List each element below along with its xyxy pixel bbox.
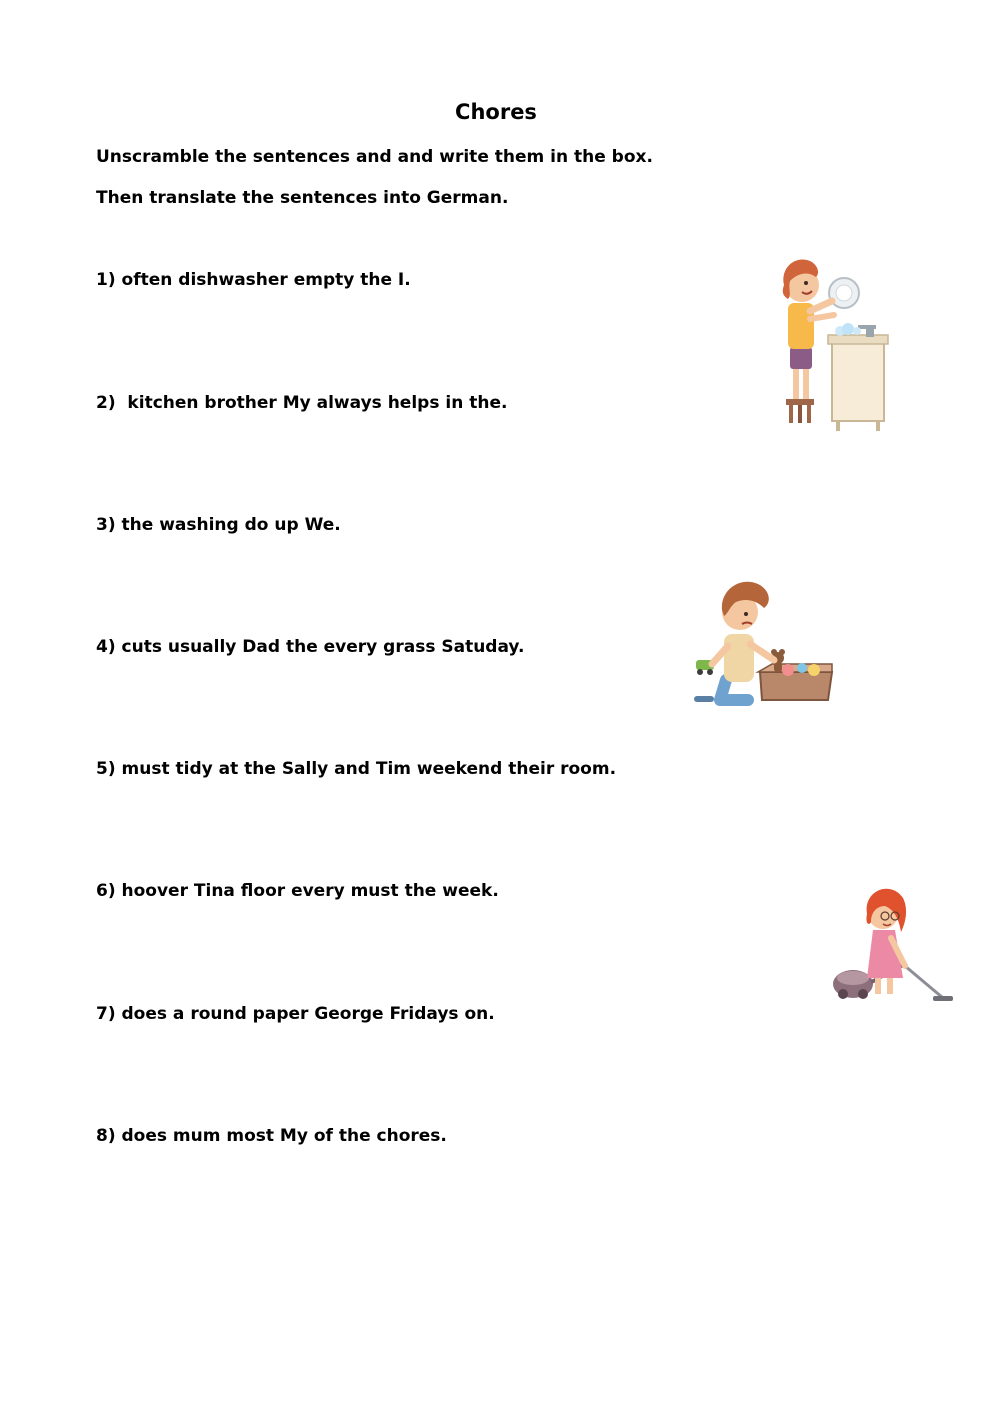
boy-tidying-toys-illustration bbox=[690, 572, 840, 707]
sentence-6: 6) hoover Tina floor every must the week. bbox=[96, 881, 499, 901]
sentence-7: 7) does a round paper George Fridays on. bbox=[96, 1004, 495, 1024]
instruction-unscramble: Unscramble the sentences and and write them in the box. bbox=[96, 147, 653, 167]
girl-vacuuming-illustration bbox=[825, 880, 960, 1005]
sentence-5: 5) must tidy at the Sally and Tim weekend their room. bbox=[96, 759, 617, 779]
sentence-1: 1) often dishwasher empty the I. bbox=[96, 270, 411, 290]
boy-washing-dishes-illustration bbox=[740, 245, 900, 435]
sentence-4: 4) cuts usually Dad the every grass Satuday. bbox=[96, 637, 525, 657]
sentence-3: 3) the washing do up We. bbox=[96, 515, 341, 535]
sentence-8: 8) does mum most My of the chores. bbox=[96, 1126, 447, 1146]
page-title: Chores bbox=[455, 100, 537, 124]
instruction-translate: Then translate the sentences into German. bbox=[96, 188, 509, 208]
sentence-2: 2) kitchen brother My always helps in the. bbox=[96, 393, 508, 413]
